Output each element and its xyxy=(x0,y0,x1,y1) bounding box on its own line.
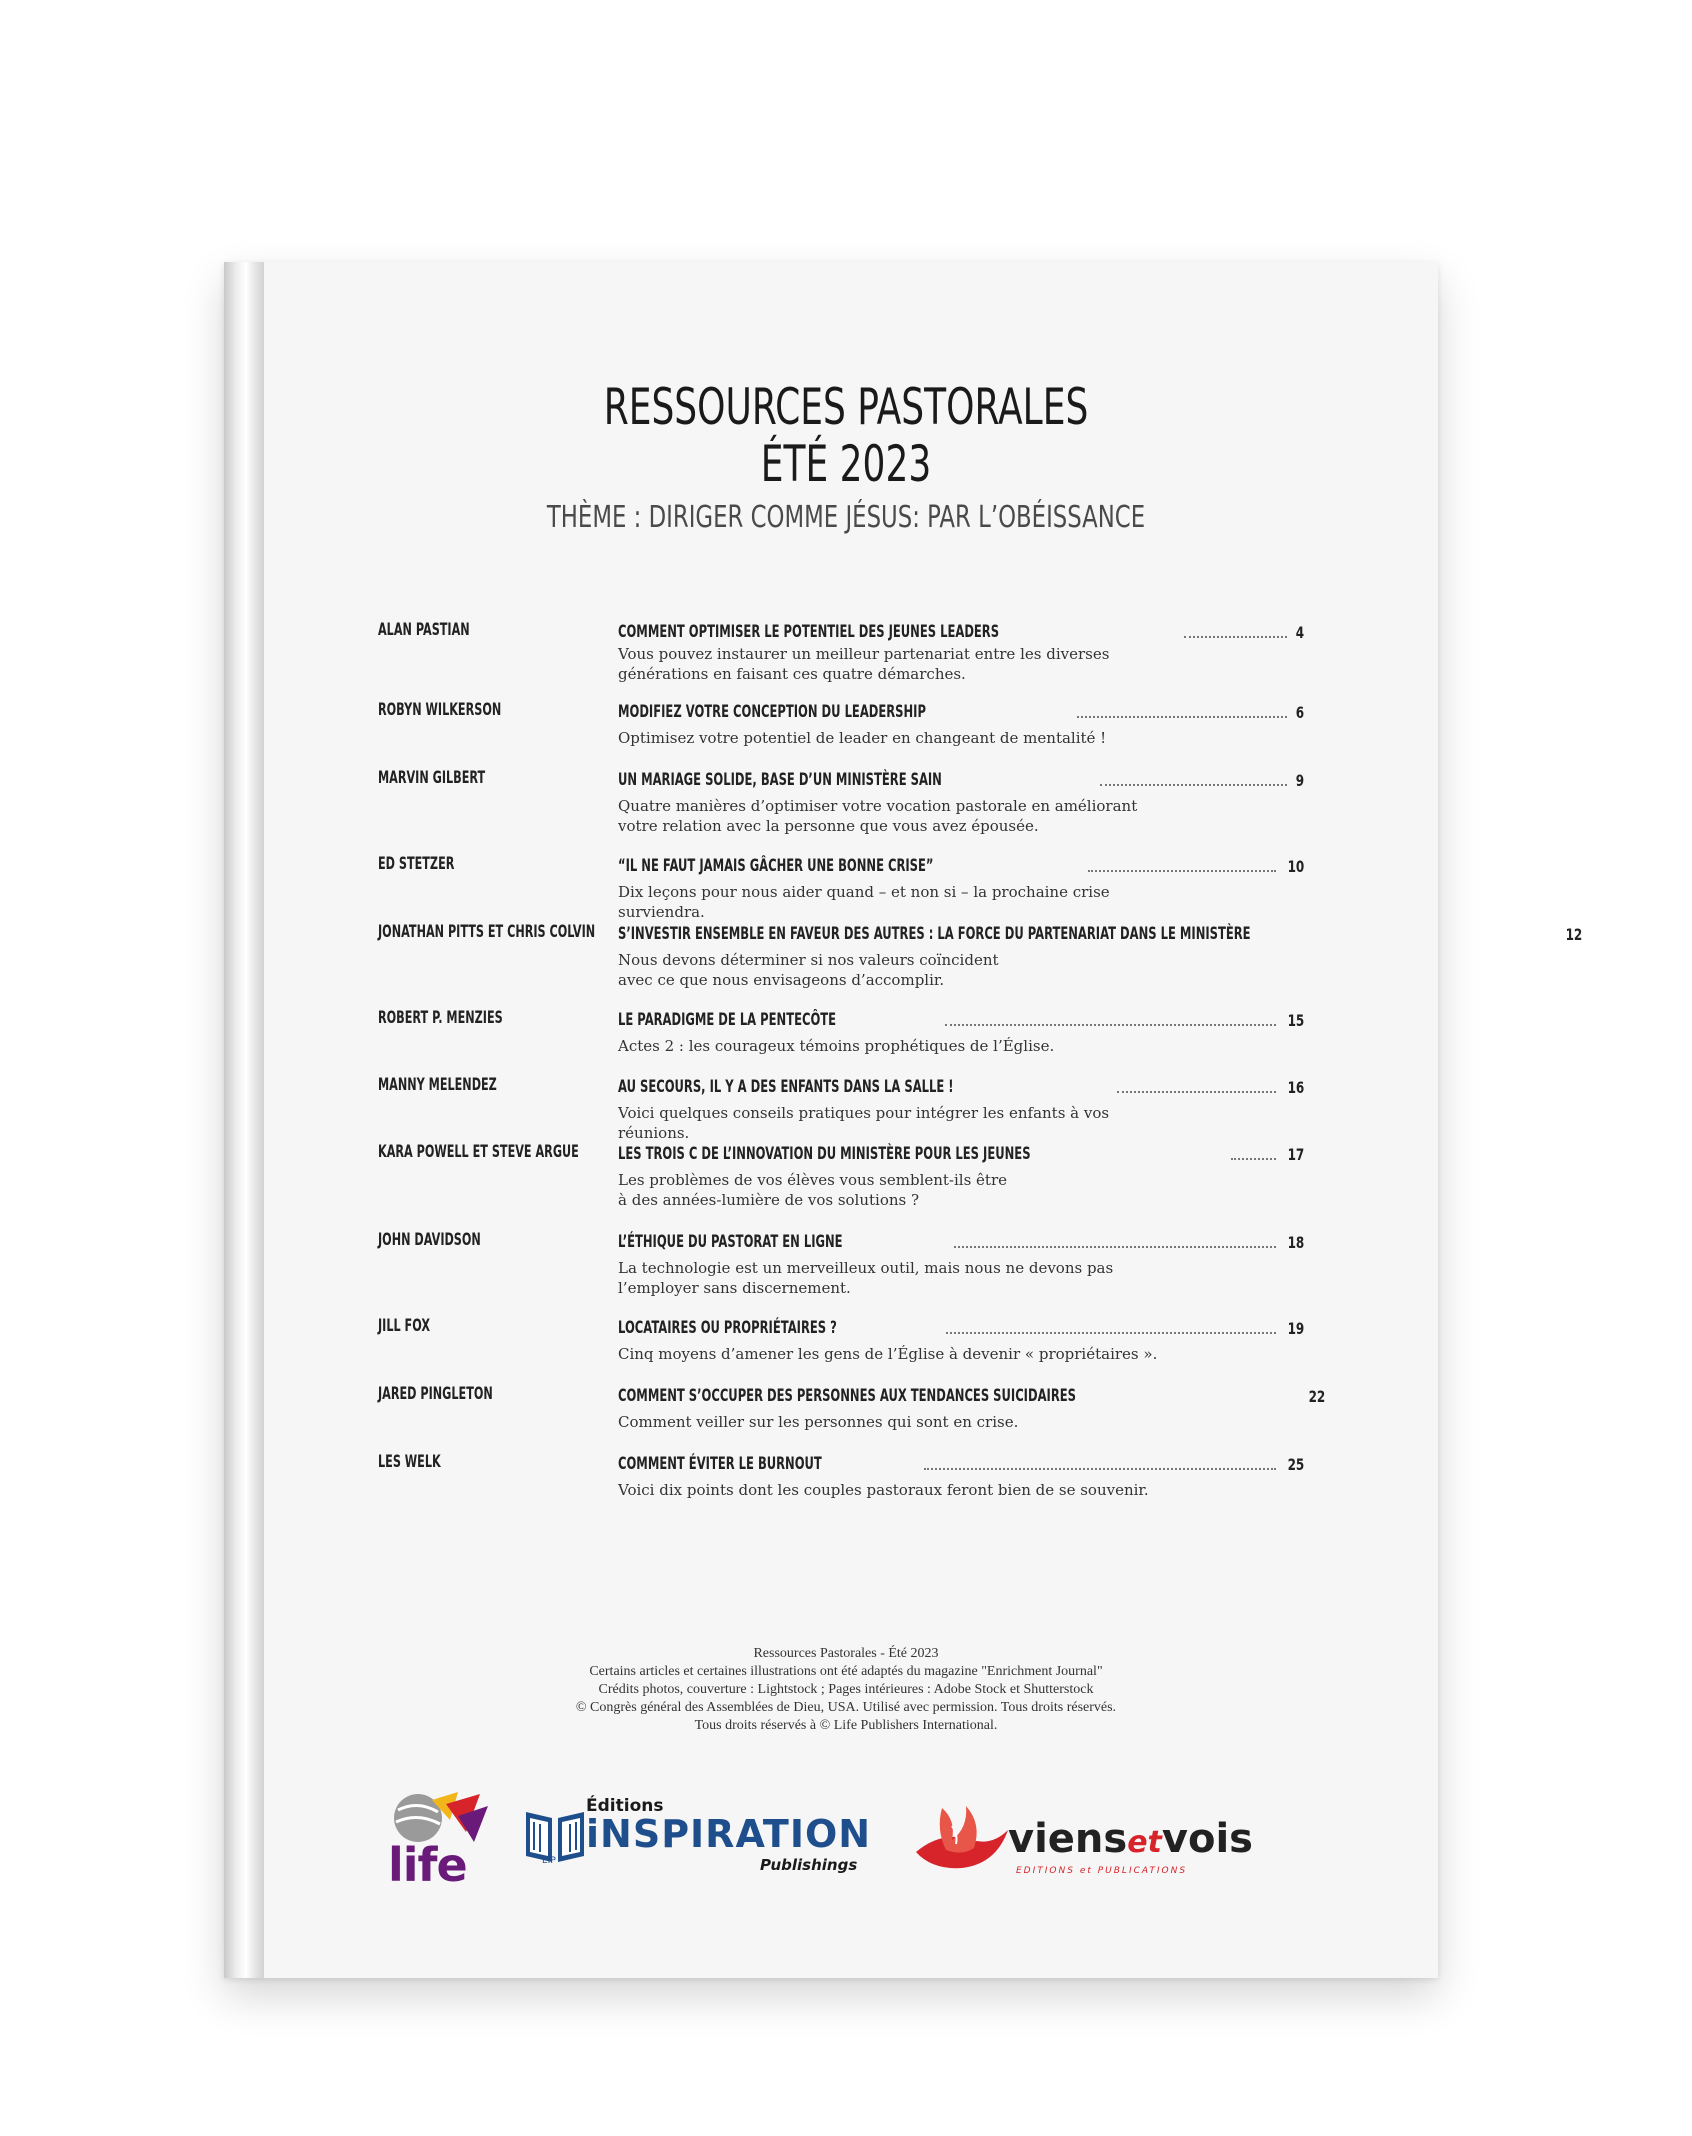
life-logo xyxy=(388,1790,498,1890)
entry-description: La technologie est un merveilleux outil, mais nous ne devons pas l’employer sans discernement. xyxy=(618,1259,1114,1297)
viensetvois-subtitle: EDITIONS et PUBLICATIONS xyxy=(1016,1866,1188,1876)
inspiration-logo xyxy=(520,1796,900,1876)
entry-page: 15 xyxy=(1287,1011,1304,1030)
entry-title: COMMENT S’OCCUPER DES PERSONNES AUX TENDANCES SUICIDAIRES xyxy=(618,1386,1076,1406)
entry-page: 19 xyxy=(1287,1319,1304,1338)
leader-dots xyxy=(946,1331,1276,1334)
entry-description: Actes 2 : les courageux témoins prophétiques de l’Église. xyxy=(618,1037,1055,1055)
theme-subtitle: THÈME : DIRIGER COMME JÉSUS: PAR L’OBÉISSANCE xyxy=(546,500,1146,535)
entry-description: Quatre manières d’optimiser votre vocation pastorale en améliorant votre relation avec la personne que vous avez épousée. xyxy=(618,797,1138,835)
entry-title: “IL NE FAUT JAMAIS GÂCHER UNE BONNE CRISE” xyxy=(618,856,934,876)
entry-description: Comment veiller sur les personnes qui sont en crise. xyxy=(618,1413,1019,1431)
entry-author: MARVIN GILBERT xyxy=(378,768,486,788)
et-text: et xyxy=(1127,1825,1162,1860)
entry-author: ROBYN WILKERSON xyxy=(378,700,502,720)
leader-dots xyxy=(954,1245,1275,1248)
entry-author: ROBERT P. MENZIES xyxy=(378,1008,503,1028)
inspiration-sub-text: Publishings xyxy=(760,1856,858,1874)
entry-title: LE PARADIGME DE LA PENTECÔTE xyxy=(618,1010,837,1030)
entry-title: COMMENT OPTIMISER LE POTENTIEL DES JEUNES LEADERS xyxy=(618,622,1000,642)
entry-author: JOHN DAVIDSON xyxy=(378,1230,481,1250)
leader-dots xyxy=(1077,715,1287,718)
entry-page: 4 xyxy=(1295,623,1304,642)
entry-title: MODIFIEZ VOTRE CONCEPTION DU LEADERSHIP xyxy=(618,702,926,722)
entry-author: JONATHAN PITTS ET CHRIS COLVIN xyxy=(378,922,596,942)
entry-author: KARA POWELL ET STEVE ARGUE xyxy=(378,1142,579,1162)
entry-title: LES TROIS C DE L’INNOVATION DU MINISTÈRE POUR LES JEUNES xyxy=(618,1144,1031,1164)
entry-title: S’INVESTIR ENSEMBLE EN FAVEUR DES AUTRES : LA FORCE DU PARTENARIAT DANS LE MINISTÈRE xyxy=(618,924,1251,944)
entry-title: LOCATAIRES OU PROPRIÉTAIRES ? xyxy=(618,1318,837,1338)
leader-dots xyxy=(1100,783,1287,786)
vois-text: vois xyxy=(1161,1816,1253,1862)
entry-author: ED STETZER xyxy=(378,854,455,874)
entry-author: JARED PINGLETON xyxy=(378,1384,493,1404)
entry-author: LES WELK xyxy=(378,1452,441,1472)
inspiration-main-text: iNSPIRATION xyxy=(586,1812,872,1856)
credits-line: Tous droits réservés à © Life Publishers International. xyxy=(694,1718,998,1733)
credits-line: Ressources Pastorales - Été 2023 xyxy=(753,1646,939,1661)
entry-description: Cinq moyens d’amener les gens de l’Église à devenir « propriétaires ». xyxy=(618,1345,1158,1363)
entry-page: 9 xyxy=(1295,771,1304,790)
entry-title: COMMENT ÉVITER LE BURNOUT xyxy=(618,1454,822,1474)
entry-description: Vous pouvez instaurer un meilleur partenariat entre les diverses générations en faisant ces quatre démarches. xyxy=(618,645,1110,683)
inspiration-badge: EIP xyxy=(542,1856,556,1866)
credits-line: Crédits photos, couverture : Lightstock ; Pages intérieures : Adobe Stock et Shutterstock xyxy=(598,1682,1094,1697)
leader-dots xyxy=(1117,1090,1275,1093)
entry-description: Voici dix points dont les couples pastoraux feront bien de se souvenir. xyxy=(618,1481,1149,1499)
entry-description: Optimisez votre potentiel de leader en changeant de mentalité ! xyxy=(618,729,1107,747)
entry-page: 10 xyxy=(1287,857,1304,876)
credits-line: Certains articles et certaines illustrations ont été adaptés du magazine "Enrichment Journal" xyxy=(589,1664,1103,1679)
title-line-1: RESSOURCES PASTORALES xyxy=(603,378,1089,436)
entry-page: 18 xyxy=(1287,1233,1304,1252)
entry-page: 12 xyxy=(1565,925,1583,944)
entry-title: UN MARIAGE SOLIDE, BASE D’UN MINISTÈRE SAIN xyxy=(618,770,942,790)
leader-dots xyxy=(924,1467,1276,1470)
entry-page: 22 xyxy=(1309,1387,1326,1406)
inspiration-top-text: Éditions xyxy=(586,1796,664,1816)
leader-dots xyxy=(945,1023,1276,1026)
viensetvois-logo xyxy=(912,1800,1262,1890)
entry-page: 16 xyxy=(1287,1078,1304,1097)
title-line-2: ÉTÉ 2023 xyxy=(760,435,932,493)
entry-author: MANNY MELENDEZ xyxy=(378,1075,497,1095)
entry-page: 6 xyxy=(1295,703,1304,722)
entry-title: L’ÉTHIQUE DU PASTORAT EN LIGNE xyxy=(618,1232,843,1252)
entry-page: 17 xyxy=(1287,1145,1304,1164)
entry-author: JILL FOX xyxy=(378,1316,431,1336)
leader-dots xyxy=(1088,869,1276,872)
life-logo-text: life xyxy=(388,1838,467,1892)
entry-title: AU SECOURS, IL Y A DES ENFANTS DANS LA SALLE ! xyxy=(618,1077,954,1097)
entry-description: Voici quelques conseils pratiques pour intégrer les enfants à vos réunions. xyxy=(618,1104,1110,1142)
credits-block xyxy=(0,1645,1692,1735)
leader-dots xyxy=(1184,635,1287,638)
credits-line: © Congrès général des Assemblées de Dieu, USA. Utilisé avec permission. Tous droits réservés. xyxy=(575,1700,1117,1715)
entry-description: Les problèmes de vos élèves vous semblent-ils être à des années-lumière de vos solutions ? xyxy=(618,1171,1008,1209)
entry-description: Dix leçons pour nous aider quand – et non si – la prochaine crise surviendra. xyxy=(618,883,1110,921)
flame-book-icon xyxy=(912,1800,1012,1880)
entry-page: 25 xyxy=(1287,1455,1304,1474)
leader-dots xyxy=(1231,1157,1276,1160)
viens-text: viens xyxy=(1008,1816,1128,1862)
entry-author: ALAN PASTIAN xyxy=(378,620,470,640)
entry-description: Nous devons déterminer si nos valeurs coïncident avec ce que nous envisageons d’accomplir. xyxy=(618,951,999,989)
